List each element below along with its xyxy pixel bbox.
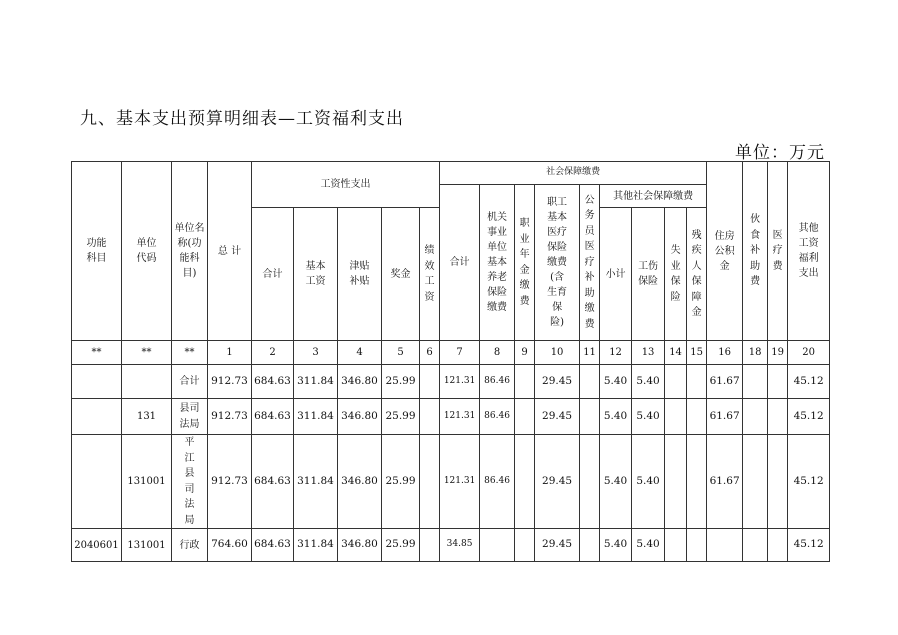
header-injury: 工伤保险 (632, 208, 665, 341)
header-salary-total: 合计 (252, 208, 294, 341)
header-pension: 机关事业单位基本养老保险缴费 (480, 185, 515, 341)
header-salary-group: 工资性支出 (252, 162, 440, 208)
header-basic-salary: 基本工资 (294, 208, 338, 341)
header-annuity: 职业年金缴费 (515, 185, 535, 341)
header-social-group: 社会保障缴费 (440, 162, 707, 185)
page-title: 九、基本支出预算明细表—工资福利支出 (80, 109, 404, 129)
header-other-welfare: 其他工资福利支出 (788, 162, 830, 341)
header-other-subtotal: 小计 (600, 208, 632, 341)
table-row: 合计 912.73 684.63 311.84 346.80 25.99 121.31 86.46 29.45 5.40 5.40 61.67 45.12 (72, 365, 830, 399)
header-unit-code: 单位代码 (122, 162, 172, 341)
budget-table (71, 161, 830, 562)
header-housing: 住房公积金 (707, 162, 743, 341)
index-row: ** ** ** 1 2 3 4 5 6 7 8 9 10 11 12 13 14 15 16 18 19 20 (72, 341, 830, 365)
table-row: 131 县司法局 912.73 684.63 311.84 346.80 25.99 121.31 86.46 29.45 5.40 5.40 61.67 45.12 (72, 399, 830, 435)
header-medical-fee: 医疗费 (768, 162, 788, 341)
header-civil-medical: 公务员医疗补助缴费 (580, 185, 600, 341)
table-row: 131001 平江县司法局 912.73 684.63 311.84 346.80 25.99 121.31 86.46 29.45 5.40 5.40 61.67 45.12 (72, 435, 830, 529)
header-other-social-group: 其他社会保障缴费 (600, 185, 707, 208)
header-medical: 职工基本医疗保险缴费(含生育保险) (535, 185, 580, 341)
header-total: 总 计 (208, 162, 252, 341)
header-performance: 绩效工资 (420, 208, 440, 341)
table-row: 2040601 131001 行政 764.60 684.63 311.84 346.80 25.99 34.85 29.45 5.40 5.40 45.12 (72, 529, 830, 562)
header-disability: 残疾人保障金 (687, 208, 707, 341)
header-allowance: 津贴补贴 (338, 208, 382, 341)
header-bonus: 奖金 (382, 208, 420, 341)
header-meal: 伙食补助费 (743, 162, 768, 341)
header-unemployment: 失业保险 (665, 208, 687, 341)
header-unit-name: 单位名称(功能科目) (172, 162, 208, 341)
header-func-subject: 功能科目 (72, 162, 122, 341)
header-social-total: 合计 (440, 185, 480, 341)
unit-label: 单位：万元 (735, 143, 825, 163)
